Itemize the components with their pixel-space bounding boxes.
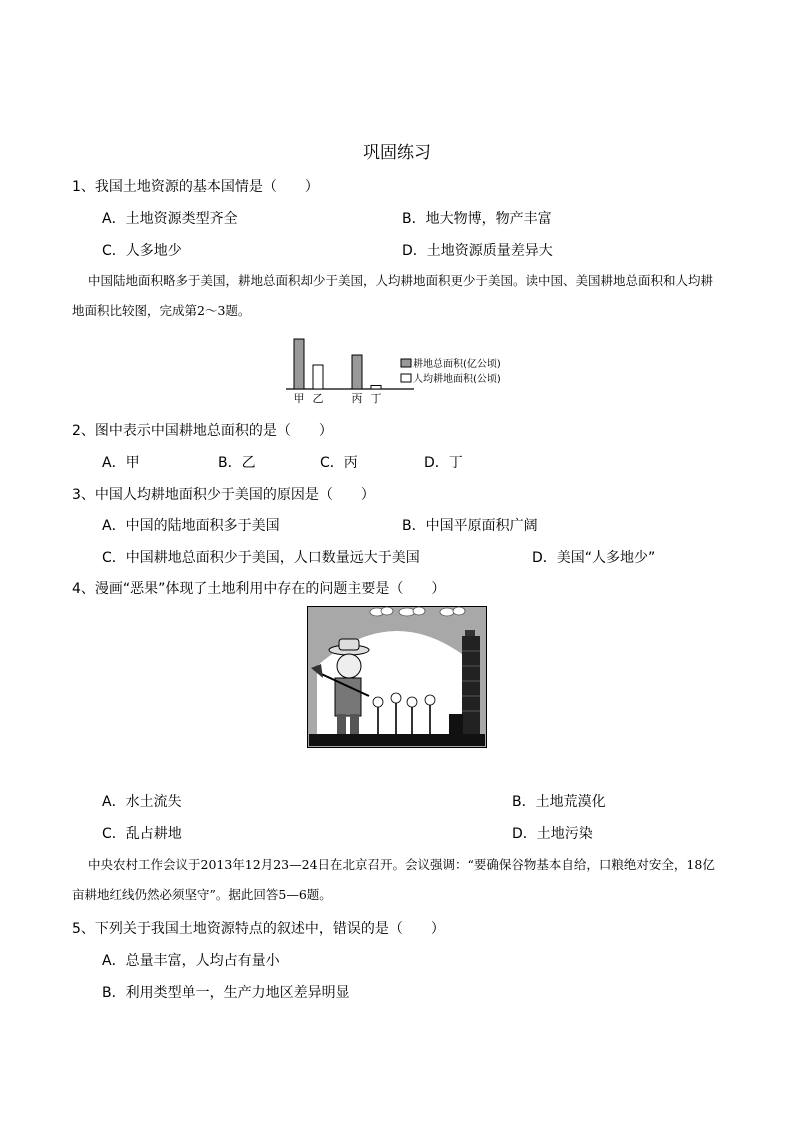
legend-swatch-total [401,359,411,367]
q3-option-d: D．美国“人多地少” [532,550,656,566]
reading-passage-1: 中国陆地面积略多于美国，耕地总面积却少于美国，人均耕地面积更少于美国。读中国、美国耕地总面积和人均耕地面积比较图，完成第2～3题。 [72,273,714,318]
q1-option-c: C．人多地少 [102,243,182,259]
bar-乙 [313,365,323,389]
question-2-stem: 2、图中表示中国耕地总面积的是（ ） [72,423,333,439]
q4-option-d: D．土地污染 [512,826,593,842]
q2-option-d: D．丁 [424,455,463,471]
bar-丁 [371,386,381,390]
q2-option-c: C．丙 [320,455,358,471]
question-5-stem: 5、下列关于我国土地资源特点的叙述中，错误的是（ ） [72,921,445,937]
legend-label-total: 耕地总面积(亿公顷) [413,359,501,370]
q4-option-c: C．乱占耕地 [102,826,182,842]
q1-option-d: D．土地资源质量差异大 [402,243,553,259]
page-title: 巩固练习 [363,143,431,163]
legend-label-per-capita: 人均耕地面积(公顷) [413,374,501,385]
farmland-comparison-chart [282,334,522,406]
category-label-乙: 乙 [312,392,324,405]
category-label-丙: 丙 [351,392,363,405]
question-3-stem: 3、中国人均耕地面积少于美国的原因是（ ） [72,487,375,503]
reading-passage-2: 中央农村工作会议于2013年12月23—24日在北京召开。会议强调：“要确保谷物基本自给，口粮绝对安全，18亿亩耕地红线仍然必须坚守”。据此回答5—6题。 [72,857,715,902]
category-label-甲: 甲 [293,392,305,405]
q4-option-b: B．土地荒漠化 [512,794,606,810]
q2-option-a: A．甲 [102,455,140,471]
cartoon-bitter-fruit-image [307,606,487,748]
q3-option-a: A．中国的陆地面积多于美国 [102,518,280,534]
q1-option-a: A．土地资源类型齐全 [102,211,238,227]
bar-甲 [294,339,304,389]
bar-丙 [352,355,362,389]
q3-option-b: B．中国平原面积广阔 [402,518,538,534]
q5-option-b: B．利用类型单一，生产力地区差异明显 [102,985,350,1001]
q5-option-a: A．总量丰富，人均占有量小 [102,953,280,969]
q2-option-b: B．乙 [218,455,256,471]
question-4-stem: 4、漫画“恶果”体现了土地利用中存在的问题主要是（ ） [72,581,446,597]
question-1-stem: 1、我国土地资源的基本国情是（ ） [72,179,319,195]
q4-option-a: A．水土流失 [102,794,182,810]
q3-option-c: C．中国耕地总面积少于美国，人口数量远大于美国 [102,550,420,566]
q1-option-b: B．地大物博，物产丰富 [402,211,552,227]
category-label-丁: 丁 [370,392,382,405]
legend-swatch-per-capita [401,374,411,382]
